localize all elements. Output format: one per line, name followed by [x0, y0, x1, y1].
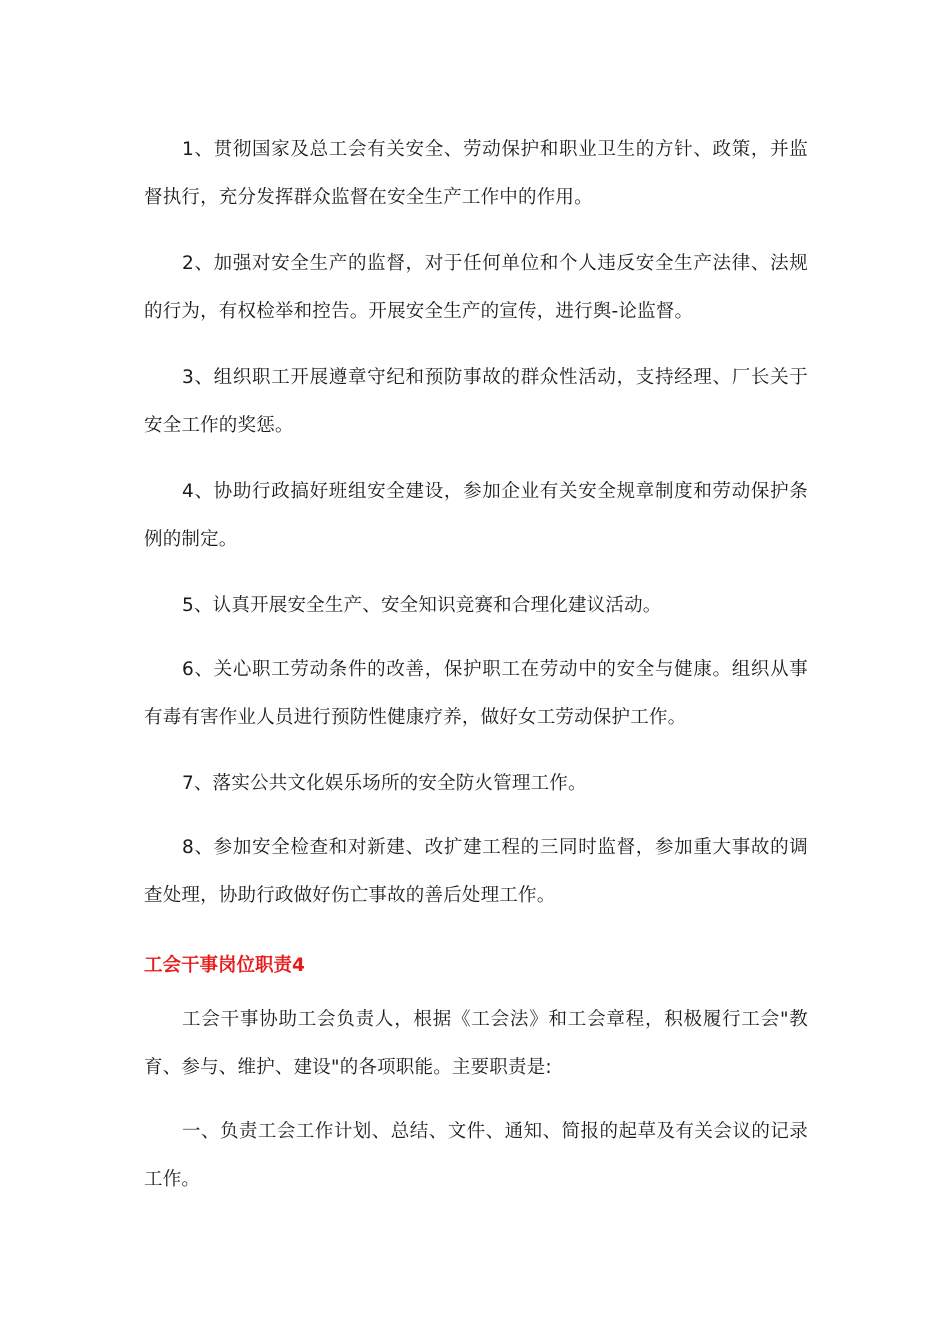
duty-item-2: 2、加强对安全生产的监督，对于任何单位和个人违反安全生产法律、法规的行为，有权检举和控告。开展安全生产的宣传，进行舆-论监督。 — [144, 253, 808, 322]
duty-item-6: 6、关心职工劳动条件的改善，保护职工在劳动中的安全与健康。组织从事有毒有害作业人员进行预防性健康疗养，做好女工劳动保护工作。 — [144, 659, 808, 728]
duty-item-3: 3、组织职工开展遵章守纪和预防事故的群众性活动，支持经理、厂长关于安全工作的奖惩。 — [144, 367, 808, 436]
duty-item-1: 1、贯彻国家及总工会有关安全、劳动保护和职业卫生的方针、政策，并监督执行，充分发挥群众监督在安全生产工作中的作用。 — [144, 139, 808, 208]
duty-item-8: 8、参加安全检查和对新建、改扩建工程的三同时监督，参加重大事故的调查处理，协助行政做好伤亡事故的善后处理工作。 — [144, 837, 808, 906]
first-duty-paragraph: 一、负责工会工作计划、总结、文件、通知、简报的起草及有关会议的记录工作。 — [144, 1121, 808, 1190]
duty-item-5: 5、认真开展安全生产、安全知识竞赛和合理化建议活动。 — [182, 595, 662, 616]
duty-item-4: 4、协助行政搞好班组安全建设，参加企业有关安全规章制度和劳动保护条例的制定。 — [144, 481, 808, 550]
section-heading: 工会干事岗位职责4 — [144, 955, 305, 976]
intro-paragraph: 工会干事协助工会负责人，根据《工会法》和工会章程，积极履行工会"教育、参与、维护、建设"的各项职能。主要职责是: — [144, 1009, 808, 1078]
duty-item-7: 7、落实公共文化娱乐场所的安全防火管理工作。 — [182, 773, 587, 794]
